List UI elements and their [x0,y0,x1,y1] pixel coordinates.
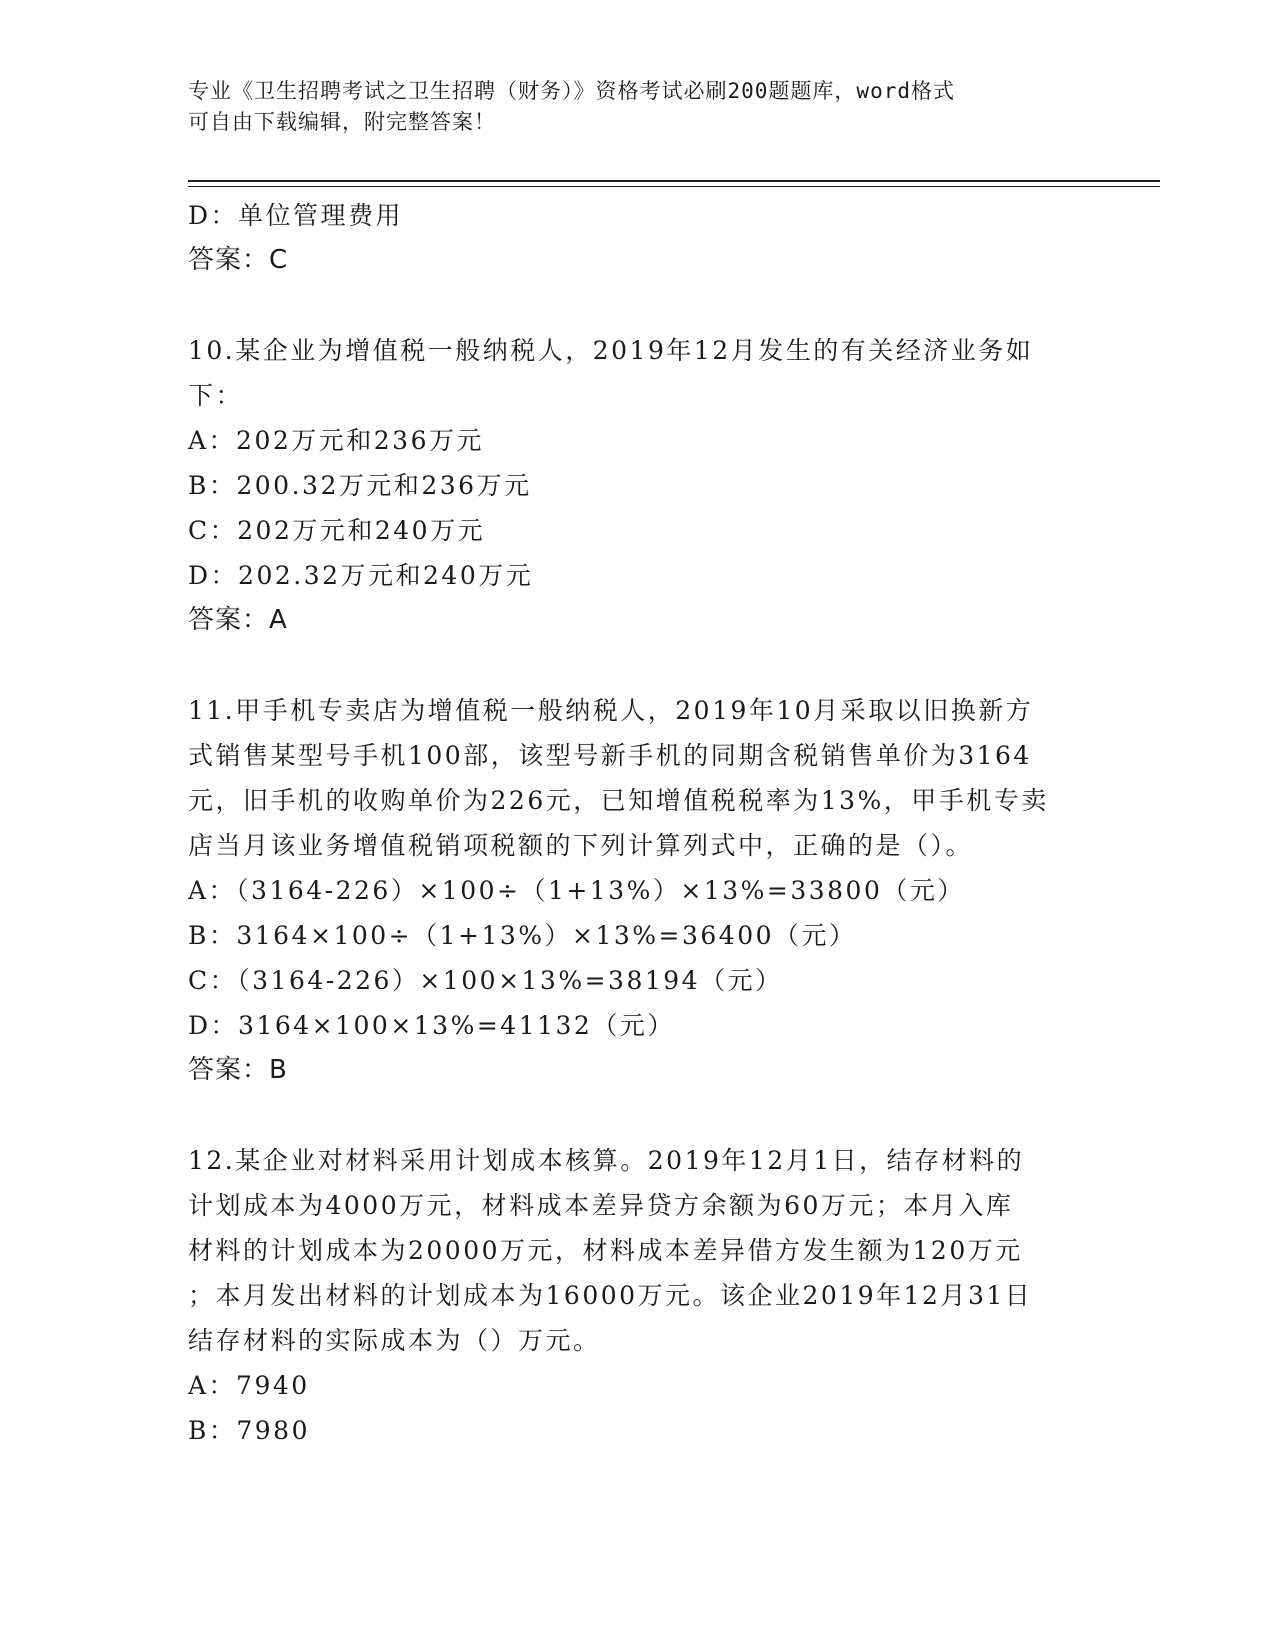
option-c: C：（3164-226）×100×13%=38194（元） [188,966,783,995]
option-a: A：202万元和236万元 [188,426,484,455]
option-b: B：7980 [188,1416,310,1445]
answer-line: 答案：A [188,605,288,635]
option-a: A：7940 [188,1371,310,1400]
question-stem-line: 下： [188,381,244,410]
question-stem-line: 12.某企业对材料采用计划成本核算。2019年12月1日，结存材料的 [188,1146,1025,1175]
option-a: A：（3164-226）×100÷（1+13%）×13%=33800（元） [188,876,965,905]
question-11 [188,688,1088,1093]
header-divider-thick [188,180,1160,182]
option-c: C：202万元和240万元 [188,516,486,545]
question-list [188,193,1088,1453]
question-stem-line: 店当月该业务增值税销项税额的下列计算列式中，正确的是（）。 [188,831,974,860]
header-divider-thin [188,186,1160,187]
answer-line: 答案：C [188,245,289,275]
previous-question-tail [188,193,1088,283]
option-d: D：单位管理费用 [188,201,404,230]
header-line-2: 可自由下载编辑，附完整答案！ [188,110,496,134]
question-stem-line: ；本月发出材料的计划成本为16000万元。该企业2019年12月31日 [188,1281,1033,1310]
document-header [188,76,1088,138]
spacer [188,643,1088,688]
question-12 [188,1138,1088,1453]
question-stem-line: 计划成本为4000万元，材料成本差异贷方余额为60万元；本月入库 [188,1191,1014,1220]
option-b: B：3164×100÷（1+13%）×13%=36400（元） [188,921,857,950]
header-line-1: 专业《卫生招聘考试之卫生招聘（财务）》资格考试必刷200题题库，word格式 [188,79,955,103]
option-b: B：200.32万元和236万元 [188,471,532,500]
question-stem-line: 11.甲手机专卖店为增值税一般纳税人，2019年10月采取以旧换新方 [188,696,1034,725]
option-d: D：3164×100×13%=41132（元） [188,1011,675,1040]
question-stem-line: 式销售某型号手机100部，该型号新手机的同期含税销售单价为3164 [188,741,1032,770]
spacer [188,283,1088,328]
spacer [188,1093,1088,1138]
question-stem-line: 元，旧手机的收购单价为226元，已知增值税税率为13%，甲手机专卖 [188,786,1049,815]
answer-line: 答案：B [188,1055,288,1085]
question-10 [188,328,1088,643]
option-d: D：202.32万元和240万元 [188,561,534,590]
question-stem-line: 材料的计划成本为20000万元，材料成本差异借方发生额为120万元 [188,1236,1023,1265]
question-stem-line: 结存材料的实际成本为（）万元。 [188,1326,601,1355]
question-stem-line: 10.某企业为增值税一般纳税人，2019年12月发生的有关经济业务如 [188,336,1034,365]
